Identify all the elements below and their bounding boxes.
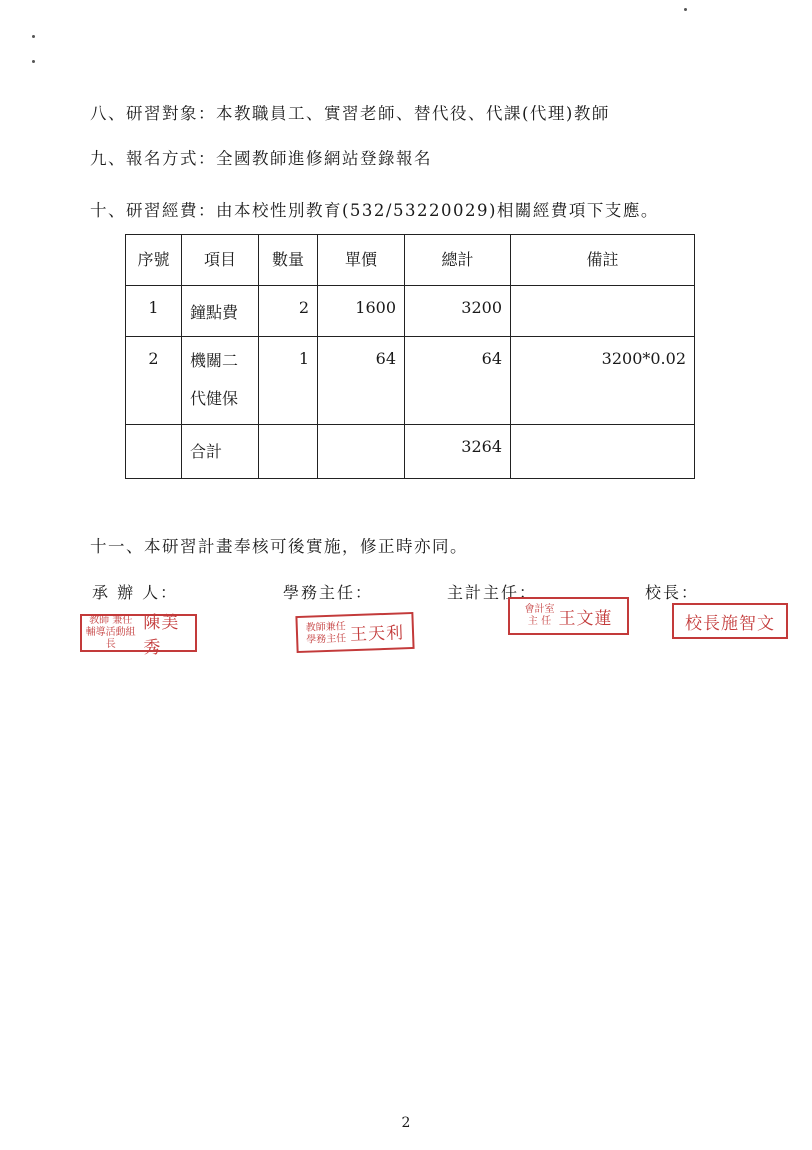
cell-item-line: 代健保 <box>190 389 239 408</box>
seal-title-line: 會計室 <box>524 604 555 615</box>
seal-title-line: 教師兼任 <box>305 620 346 634</box>
budget-table <box>125 234 695 479</box>
principal-seal-name: 校長施智文 <box>685 613 775 634</box>
seal-title-line: 學務主任 <box>306 632 347 646</box>
principal-label: 校長： <box>645 583 700 602</box>
accounting-seal-name: 王文蓮 <box>558 608 613 629</box>
scan-speck <box>684 8 687 11</box>
page-number: 2 <box>401 1115 411 1131</box>
seal-title-line: 教師 兼任 <box>89 615 133 626</box>
section-10-budget: 十、研習經費：由本校性別教育(532/53220029)相關經費項下支應。 <box>90 201 659 220</box>
cell-total: 3200 <box>405 286 511 337</box>
table-header-row <box>126 235 695 286</box>
seal-title-line: 輔導活動組長 <box>85 627 136 650</box>
cell-no: 1 <box>126 286 182 337</box>
header-no: 序號 <box>126 235 182 286</box>
handler-label: 承 辦 人： <box>92 583 179 602</box>
cell-no: 2 <box>126 337 182 425</box>
header-note: 備註 <box>511 235 695 286</box>
cell-unit-price: 1600 <box>318 286 405 337</box>
section-11-approval: 十一、本研習計畫奉核可後實施，修正時亦同。 <box>90 537 468 556</box>
header-item: 項目 <box>182 235 259 286</box>
seal-title-line: 主 任 <box>527 616 552 627</box>
handler-seal-title <box>82 615 139 651</box>
header-qty: 數量 <box>259 235 318 286</box>
cell-qty: 2 <box>259 286 318 337</box>
scan-speck <box>32 35 35 38</box>
cell-empty <box>318 425 405 479</box>
accounting-seal <box>508 597 629 635</box>
cell-item-line: 機關二 <box>190 351 239 370</box>
header-unit-price: 單價 <box>318 235 405 286</box>
accounting-seal-title <box>525 604 555 628</box>
accounting-label: 主計主任： <box>447 583 538 602</box>
cell-empty <box>126 425 182 479</box>
student-affairs-seal-name: 王天利 <box>349 623 405 646</box>
handler-seal-name: 陳美秀 <box>143 613 180 658</box>
cell-note: 3200*0.02 <box>511 337 695 425</box>
cell-sum-label: 合計 <box>182 425 259 479</box>
cell-total: 64 <box>405 337 511 425</box>
section-8-participants: 八、研習對象：本教職員工、實習老師、替代役、代課(代理)教師 <box>90 104 610 123</box>
table-row <box>126 337 695 425</box>
student-affairs-seal-title <box>306 621 347 646</box>
cell-empty <box>259 425 318 479</box>
cell-empty <box>511 425 695 479</box>
table-sum-row <box>126 425 695 479</box>
scan-speck <box>32 60 35 63</box>
cell-item: 鐘點費 <box>182 286 259 337</box>
student-affairs-seal <box>295 612 414 653</box>
cell-unit-price: 64 <box>318 337 405 425</box>
cell-sum-total: 3264 <box>405 425 511 479</box>
cell-note <box>511 286 695 337</box>
cell-qty: 1 <box>259 337 318 425</box>
principal-seal <box>672 603 788 639</box>
cell-item <box>182 337 259 425</box>
section-9-registration: 九、報名方式：全國教師進修網站登錄報名 <box>90 149 432 168</box>
table-row <box>126 286 695 337</box>
handler-seal <box>80 613 197 658</box>
header-total: 總計 <box>405 235 511 286</box>
student-affairs-label: 學務主任： <box>283 583 374 602</box>
